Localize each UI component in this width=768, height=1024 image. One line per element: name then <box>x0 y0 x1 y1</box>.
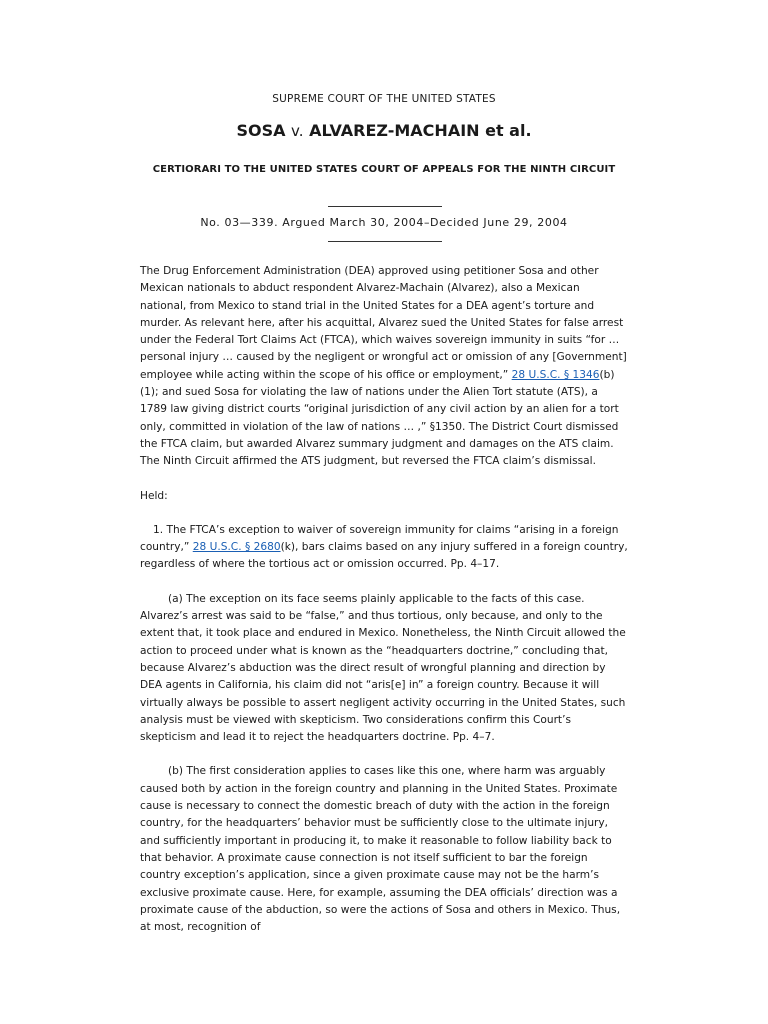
citation-link-2680[interactable]: 28 U.S.C. § 2680 <box>192 541 281 554</box>
paragraph-text: (b)(1); and sued Sosa for violating the law of nations under the Alien Tort statute (ATS), a 1789 law giving district courts “original jurisdiction of any civil action by an alien for a tort only, committed in violation of the law of nations … ,” §1350. The District Court dismissed the FTCA claim, but awarded Alvarez summary judgment and damages on the ATS claim. The Ninth Circuit affirmed the ATS judgment, but reversed the FTCA claim’s dismissal. <box>140 368 619 468</box>
paragraph-background <box>140 263 628 471</box>
citation-link-1346[interactable]: 28 U.S.C. § 1346 <box>511 368 600 381</box>
paragraph-holding-1b: (b) The first consideration applies to cases like this one, where harm was arguably caused both by action in the foreign country and planning in the United States. Proximate cause is necessary to connect the domestic breach of duty with the action in the foreign country, for the headquarters’ behavior must be sufficiently close to the ultimate injury, and sufficiently important in producing it, to make it reasonable to follow liability back to that behavior. A proximate cause connection is not itself sufficient to bar the foreign country exception’s application, since a given proximate cause may not be the harm’s exclusive proximate cause. Here, for example, assuming the DEA officials’ direction was a proximate cause of the abduction, so were the actions of Sosa and others in Mexico. Thus, at most, recognition of <box>140 765 621 934</box>
certiorari-heading: CERTIORARI TO THE UNITED STATES COURT OF APPEALS FOR THE NINTH CIRCUIT <box>152 164 616 175</box>
paragraph-holding-1 <box>140 522 628 574</box>
court-name: SUPREME COURT OF THE UNITED STATES <box>272 93 496 105</box>
paragraph-text: The Drug Enforcement Administration (DEA) approved using petitioner Sosa and other Mexican nationals to abduct respondent Alvarez-Machain (Alvarez), also a Mexican national, from Mexico to stand trial in the United States for a DEA agent’s torture and murder. As relevant here, after his acquittal, Alvarez sued the United States for false arrest under the Federal Tort Claims Act (FTCA), which waives sovereign immunity in suits “for … personal injury … caused by the negligent or wrongful act or omission of any [Government] employee while acting within the scope of his office or employment,” <box>140 265 627 381</box>
syllabus-body <box>140 263 628 936</box>
petitioner-name: SOSA <box>236 121 286 140</box>
paragraph-holding-1a: (a) The exception on its face seems plainly applicable to the facts of this case. Alvarez’s arrest was said to be “false,” and thus tortious, only because, and only to the extent that, it took place and endured in Mexico. Nonetheless, the Ninth Circuit allowed the action to proceed under what is known as the “headquarters doctrine,” concluding that, because Alvarez’s abduction was the direct result of wrongful planning and direction by DEA agents in California, his claim did not “aris[e] in” a foreign country. Because it will virtually always be possible to assert negligent activity occurring in the United States, such analysis must be viewed with skepticism. Two considerations confirm this Court’s skepticism and lead it to reject the headquarters doctrine. Pp. 4–7. <box>140 592 626 744</box>
paragraph-text: 1. The FTCA’s exception to waiver of sovereign immunity for claims “arising in a foreign country,” <box>140 523 619 554</box>
case-title <box>0 121 768 140</box>
held-label: Held: <box>140 489 168 502</box>
docket-line: No. 03—339. Argued March 30, 2004–Decided June 29, 2004 <box>200 216 568 229</box>
top-divider <box>328 206 442 207</box>
paragraph-text: (k), bars claims based on any injury suffered in a foreign country, regardless of where the tortious act or omission occurred. Pp. 4–17. <box>140 541 628 571</box>
bottom-divider <box>328 241 442 242</box>
versus-text: v. <box>291 122 304 140</box>
respondent-name: ALVAREZ-MACHAIN et al. <box>309 121 532 140</box>
